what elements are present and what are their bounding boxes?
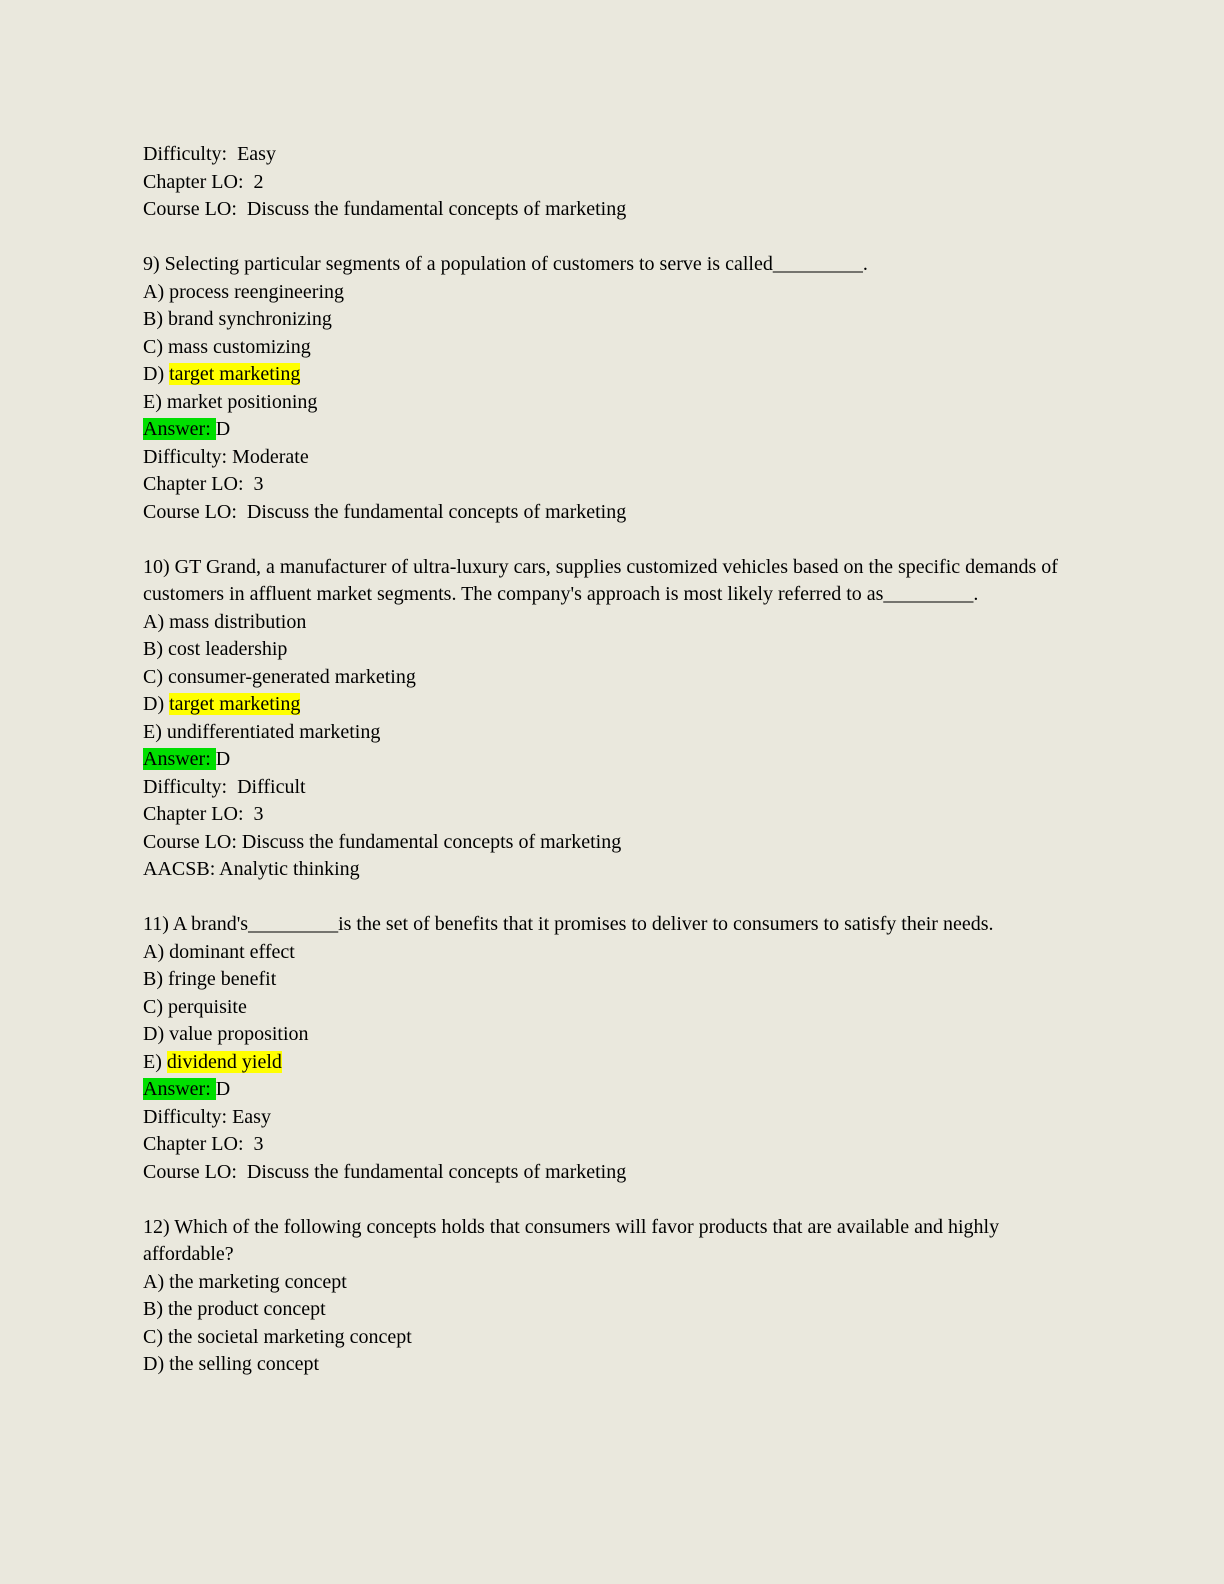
option-c — [143, 994, 1083, 1022]
option-a — [143, 609, 1083, 637]
option-e — [143, 1049, 1083, 1077]
course-lo-line — [143, 499, 1083, 527]
text-run: 9) Selecting particular segments of a population of customers to serve is called_________. — [143, 253, 868, 275]
highlighted-text: Answer: — [143, 418, 216, 440]
answer-line — [143, 416, 1083, 444]
option-b — [143, 1296, 1083, 1324]
highlighted-text: Answer: — [143, 748, 216, 770]
chapter-lo-line — [143, 169, 1083, 197]
text-run: Difficulty: Difficult — [143, 775, 306, 798]
option-a — [143, 1269, 1083, 1297]
option-c — [143, 1324, 1083, 1352]
text-run: Course LO: Discuss the fundamental concepts of marketing — [143, 1160, 627, 1183]
difficulty-line — [143, 141, 1083, 169]
chapter-lo-line — [143, 1131, 1083, 1159]
option-d — [143, 1021, 1083, 1049]
option-b — [143, 306, 1083, 334]
text-run: E) undifferentiated marketing — [143, 720, 381, 743]
text-run: D) the selling concept — [143, 1353, 320, 1375]
text-run: 10) GT Grand, a manufacturer of ultra-luxury cars, supplies customized vehicles based on the specific demands of customers in affluent market segments. The company's approach is most likely referred to as_________. — [143, 555, 1063, 605]
document-content — [143, 141, 1083, 1379]
question-9 — [143, 251, 1083, 526]
text-run: B) the product concept — [143, 1298, 326, 1320]
text-run: Chapter LO: 2 — [143, 170, 264, 193]
chapter-lo-line — [143, 801, 1083, 829]
question-10 — [143, 554, 1083, 884]
option-e — [143, 389, 1083, 417]
text-run: Chapter LO: 3 — [143, 1133, 264, 1155]
course-lo-line — [143, 196, 1083, 224]
highlighted-text: target marketing — [169, 693, 301, 715]
text-run: Difficulty: Easy — [143, 143, 276, 165]
chapter-lo-line — [143, 471, 1083, 499]
text-run: C) mass customizing — [143, 335, 311, 358]
text-run: D) value proposition — [143, 1023, 309, 1045]
question-8-trailing-meta — [143, 141, 1083, 224]
text-run: A) the marketing concept — [143, 1270, 347, 1293]
option-a — [143, 939, 1083, 967]
text-run: Chapter LO: 3 — [143, 473, 264, 495]
course-lo-line — [143, 1159, 1083, 1187]
text-run: Difficulty: Moderate — [143, 445, 309, 468]
text-run: C) consumer-generated marketing — [143, 665, 416, 688]
difficulty-line — [143, 774, 1083, 802]
text-run: A) mass distribution — [143, 610, 307, 633]
text-run: A) dominant effect — [143, 940, 295, 963]
option-b — [143, 636, 1083, 664]
answer-line — [143, 746, 1083, 774]
option-e — [143, 719, 1083, 747]
text-run: Course LO: Discuss the fundamental concepts of marketing — [143, 500, 627, 523]
question-stem — [143, 251, 1083, 279]
option-c — [143, 664, 1083, 692]
text-run: 12) Which of the following concepts holds that consumers will favor products that are available and highly affordable? — [143, 1215, 1005, 1265]
text-run: D — [215, 748, 231, 770]
text-run: Course LO: Discuss the fundamental concepts of marketing — [143, 198, 627, 220]
text-run: B) brand synchronizing — [143, 308, 332, 330]
text-run: E) — [143, 1050, 167, 1073]
question-12 — [143, 1214, 1083, 1379]
question-stem — [143, 1214, 1083, 1269]
option-b — [143, 966, 1083, 994]
text-run: C) perquisite — [143, 995, 247, 1018]
option-d — [143, 361, 1083, 389]
option-a — [143, 279, 1083, 307]
question-stem — [143, 911, 1083, 939]
difficulty-line — [143, 1104, 1083, 1132]
answer-line — [143, 1076, 1083, 1104]
text-run: B) fringe benefit — [143, 968, 277, 990]
highlighted-text: target marketing — [169, 363, 301, 385]
question-stem — [143, 554, 1083, 609]
question-11 — [143, 911, 1083, 1186]
option-d — [143, 1351, 1083, 1379]
course-lo-line — [143, 829, 1083, 857]
text-run: B) cost leadership — [143, 638, 288, 660]
text-run: Difficulty: Easy — [143, 1105, 271, 1128]
text-run: D — [215, 1078, 231, 1100]
text-run: A) process reengineering — [143, 280, 345, 303]
aacsb-line — [143, 856, 1083, 884]
text-run: C) the societal marketing concept — [143, 1325, 412, 1348]
option-c — [143, 334, 1083, 362]
text-run: D) — [143, 363, 170, 385]
text-run: E) market positioning — [143, 390, 318, 413]
highlighted-text: Answer: — [143, 1078, 216, 1100]
text-run: 11) A brand's_________is the set of benefits that it promises to deliver to consumers to satisfy their needs. — [143, 913, 994, 935]
text-run: AACSB: Analytic thinking — [143, 858, 360, 880]
highlighted-text: dividend yield — [166, 1050, 282, 1073]
text-run: Course LO: Discuss the fundamental concepts of marketing — [143, 830, 622, 853]
text-run: Chapter LO: 3 — [143, 803, 264, 825]
option-d — [143, 691, 1083, 719]
text-run: D — [215, 418, 231, 440]
difficulty-line — [143, 444, 1083, 472]
text-run: D) — [143, 693, 170, 715]
